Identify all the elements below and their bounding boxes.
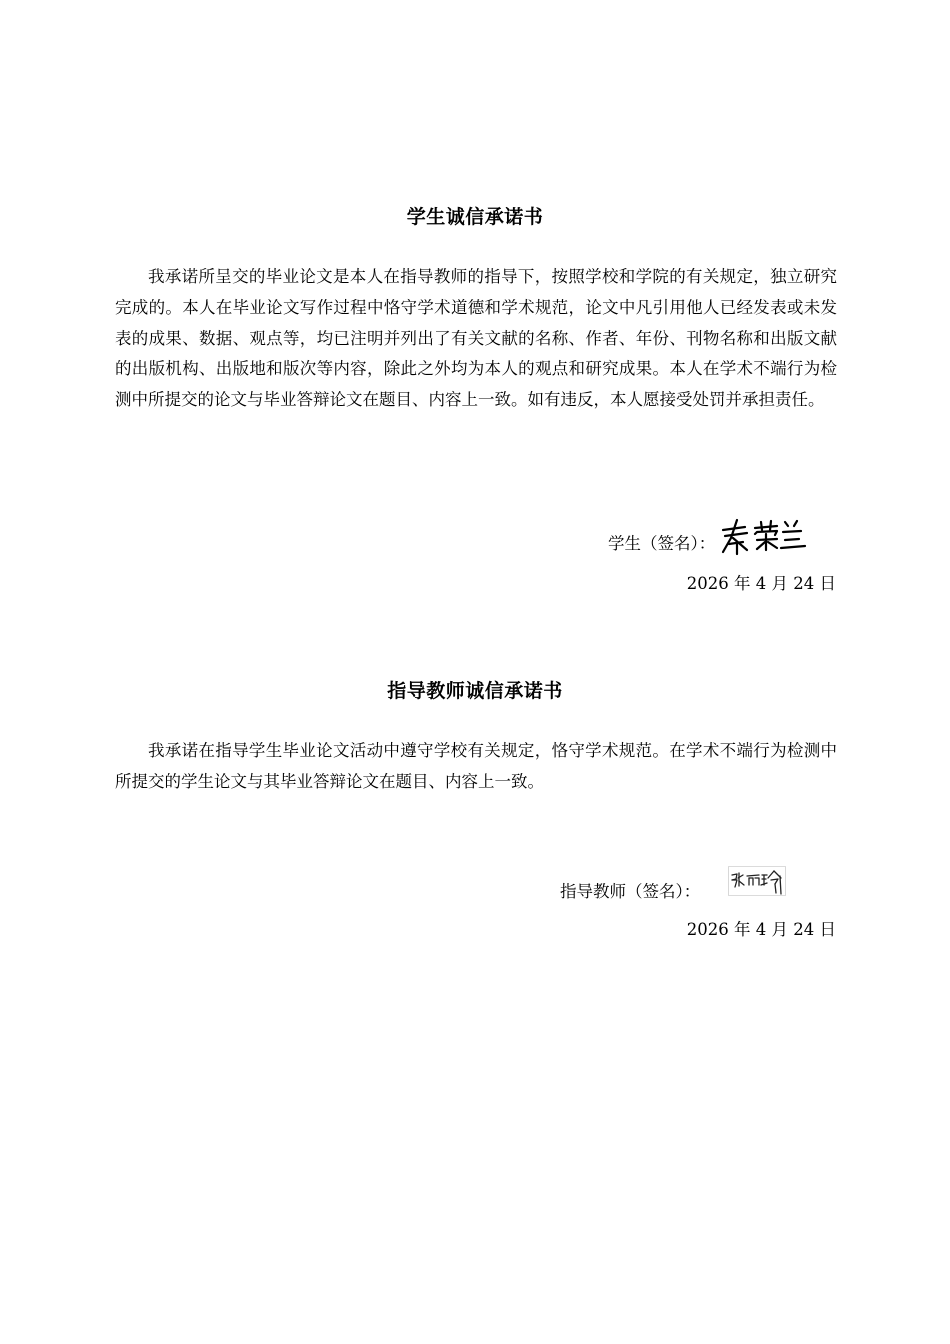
student-signature-row: [608, 516, 809, 556]
advisor-signature-row: [560, 864, 786, 904]
advisor-pledge-title: 指导教师诚信承诺书: [387, 680, 563, 702]
advisor-pledge-date: 2026 年 4 月 24 日: [686, 920, 836, 939]
advisor-pledge-body: 我承诺在指导学生毕业论文活动中遵守学校有关规定，恪守学术规范。在学术不端行为检测中所提交的学生论文与其毕业答辩论文在题目、内容上一致。: [115, 741, 837, 791]
student-handwritten-signature: [717, 516, 809, 556]
student-pledge-date: 2026 年 4 月 24 日: [686, 574, 836, 593]
advisor-signature-label: 指导教师（签名）：: [560, 882, 701, 901]
advisor-handwritten-signature: [728, 866, 786, 896]
student-signature-label: 学生（签名）：: [608, 534, 716, 553]
student-pledge-title: 学生诚信承诺书: [406, 206, 544, 228]
student-pledge-body: 我承诺所呈交的毕业论文是本人在指导教师的指导下，按照学校和学院的有关规定，独立研究完成的。本人在毕业论文写作过程中恪守学术道德和学术规范，论文中凡引用他人已经发表或未发表的成果、数据、观点等，均已注明并列出了有关文献的名称、作者、年份、刊物名称和出版文献的出版机构、出版地和版次等内容，除此之外均为本人的观点和研究成果。本人在学术不端行为检测中所提交的论文与毕业答辩论文在题目、内容上一致。如有违反，本人愿接受处罚并承担责任。: [115, 267, 837, 410]
